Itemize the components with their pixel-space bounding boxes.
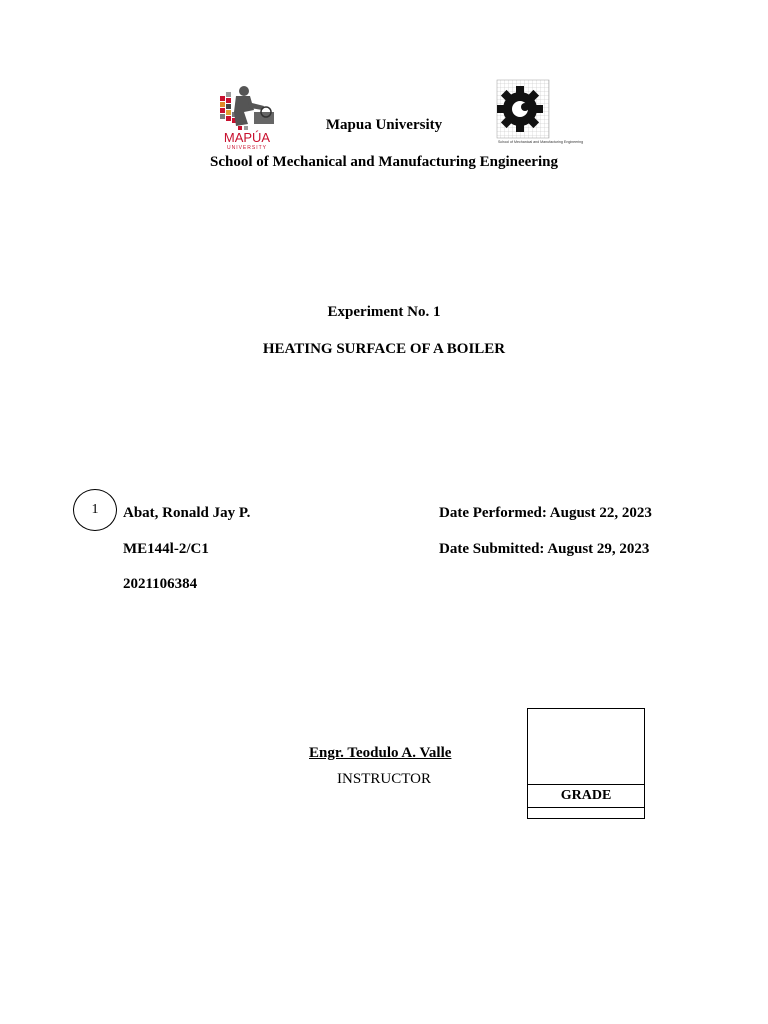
student-index: 1 bbox=[91, 502, 99, 517]
experiment-number: Experiment No. 1 bbox=[327, 304, 441, 320]
smme-gear-graphic bbox=[496, 79, 584, 157]
student-number: 2021106384 bbox=[123, 576, 198, 592]
grade-label: GRADE bbox=[528, 784, 644, 808]
date-submitted: Date Submitted: August 29, 2023 bbox=[439, 541, 650, 557]
student-index-circle bbox=[73, 489, 117, 531]
smme-logo bbox=[496, 79, 584, 157]
student-name: Abat, Ronald Jay P. bbox=[123, 505, 251, 521]
instructor-name: Engr. Teodulo A. Valle bbox=[309, 745, 452, 761]
mapua-logo-text: MAPÚA bbox=[223, 130, 271, 145]
date-performed: Date Performed: August 22, 2023 bbox=[439, 505, 652, 521]
course-section: ME144l-2/C1 bbox=[123, 541, 209, 557]
experiment-title: HEATING SURFACE OF A BOILER bbox=[262, 341, 506, 357]
university-name: Mapua University bbox=[325, 117, 443, 133]
mapua-logo-graphic bbox=[214, 82, 280, 150]
grade-box-divider bbox=[556, 818, 616, 819]
school-name: School of Mechanical and Manufacturing Engineering bbox=[210, 154, 558, 170]
instructor-role: INSTRUCTOR bbox=[337, 771, 431, 787]
grade-box bbox=[527, 708, 645, 819]
svg-text:School of Mechanical and Manuf bbox=[498, 140, 583, 144]
mapua-logo-subtext: UNIVERSITY bbox=[226, 145, 268, 151]
smme-logo-text: School of Mechanical and Manufacturing Engineering bbox=[498, 140, 584, 144]
mapua-logo bbox=[214, 82, 280, 150]
